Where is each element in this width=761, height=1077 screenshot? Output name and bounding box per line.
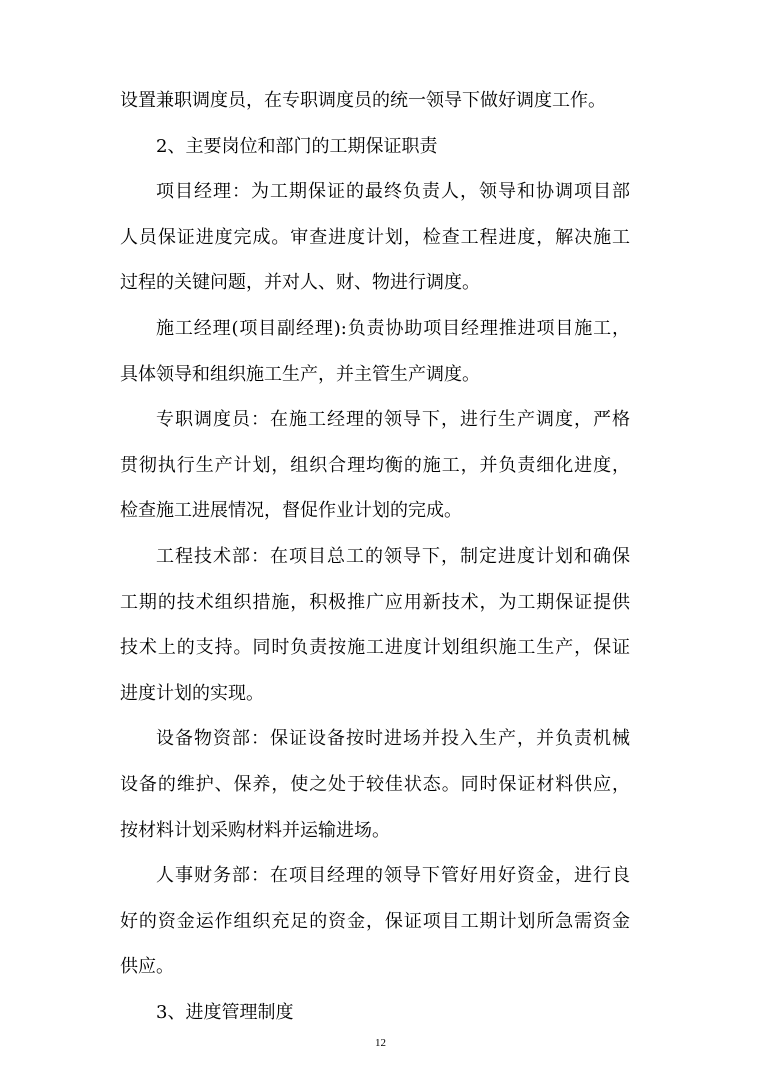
text-line: 人事财务部：在项目经理的领导下管好用好资金，进行良 [156,865,630,887]
text-line: 2、主要岗位和部门的工期保证职责 [156,135,438,157]
text-line: 人员保证进度完成。审查进度计划，检查工程进度，解决施工 [120,226,630,248]
text-line: 技术上的支持。同时负责按施工进度计划组织施工生产，保证 [120,637,630,659]
text-line: 施工经理(项目副经理):负责协助项目经理推进项目施工， [156,317,630,339]
text-line: 按材料计划采购材料并运输进场。 [120,819,390,841]
text-line: 工期的技术组织措施，积极推广应用新技术，为工期保证提供 [120,591,630,613]
page-number: 12 [375,1037,386,1049]
text-line: 3、进度管理制度 [156,1001,294,1023]
text-line: 过程的关键问题，并对人、财、物进行调度。 [120,272,480,294]
text-line: 贯彻执行生产计划，组织合理均衡的施工，并负责细化进度， [120,454,630,476]
text-line: 项目经理：为工期保证的最终负责人，领导和协调项目部 [156,181,630,203]
text-line: 供应。 [120,956,174,978]
body-text [120,92,630,1049]
text-line: 进度计划的实现。 [120,682,264,704]
text-line: 设备的维护、保养，使之处于较佳状态。同时保证材料供应， [120,773,630,795]
text-line: 检查施工进展情况，督促作业计划的完成。 [120,500,462,522]
text-line: 设置兼职调度员，在专职调度员的统一领导下做好调度工作。 [120,90,606,111]
text-line: 工程技术部：在项目总工的领导下，制定进度计划和确保 [156,545,630,567]
text-line: 设备物资部：保证设备按时进场并投入生产，并负责机械 [156,728,630,750]
text-line: 好的资金运作组织充足的资金，保证项目工期计划所急需资金 [120,910,630,932]
text-line: 具体领导和组织施工生产，并主管生产调度。 [120,363,480,385]
text-line: 专职调度员：在施工经理的领导下，进行生产调度，严格 [156,409,630,431]
